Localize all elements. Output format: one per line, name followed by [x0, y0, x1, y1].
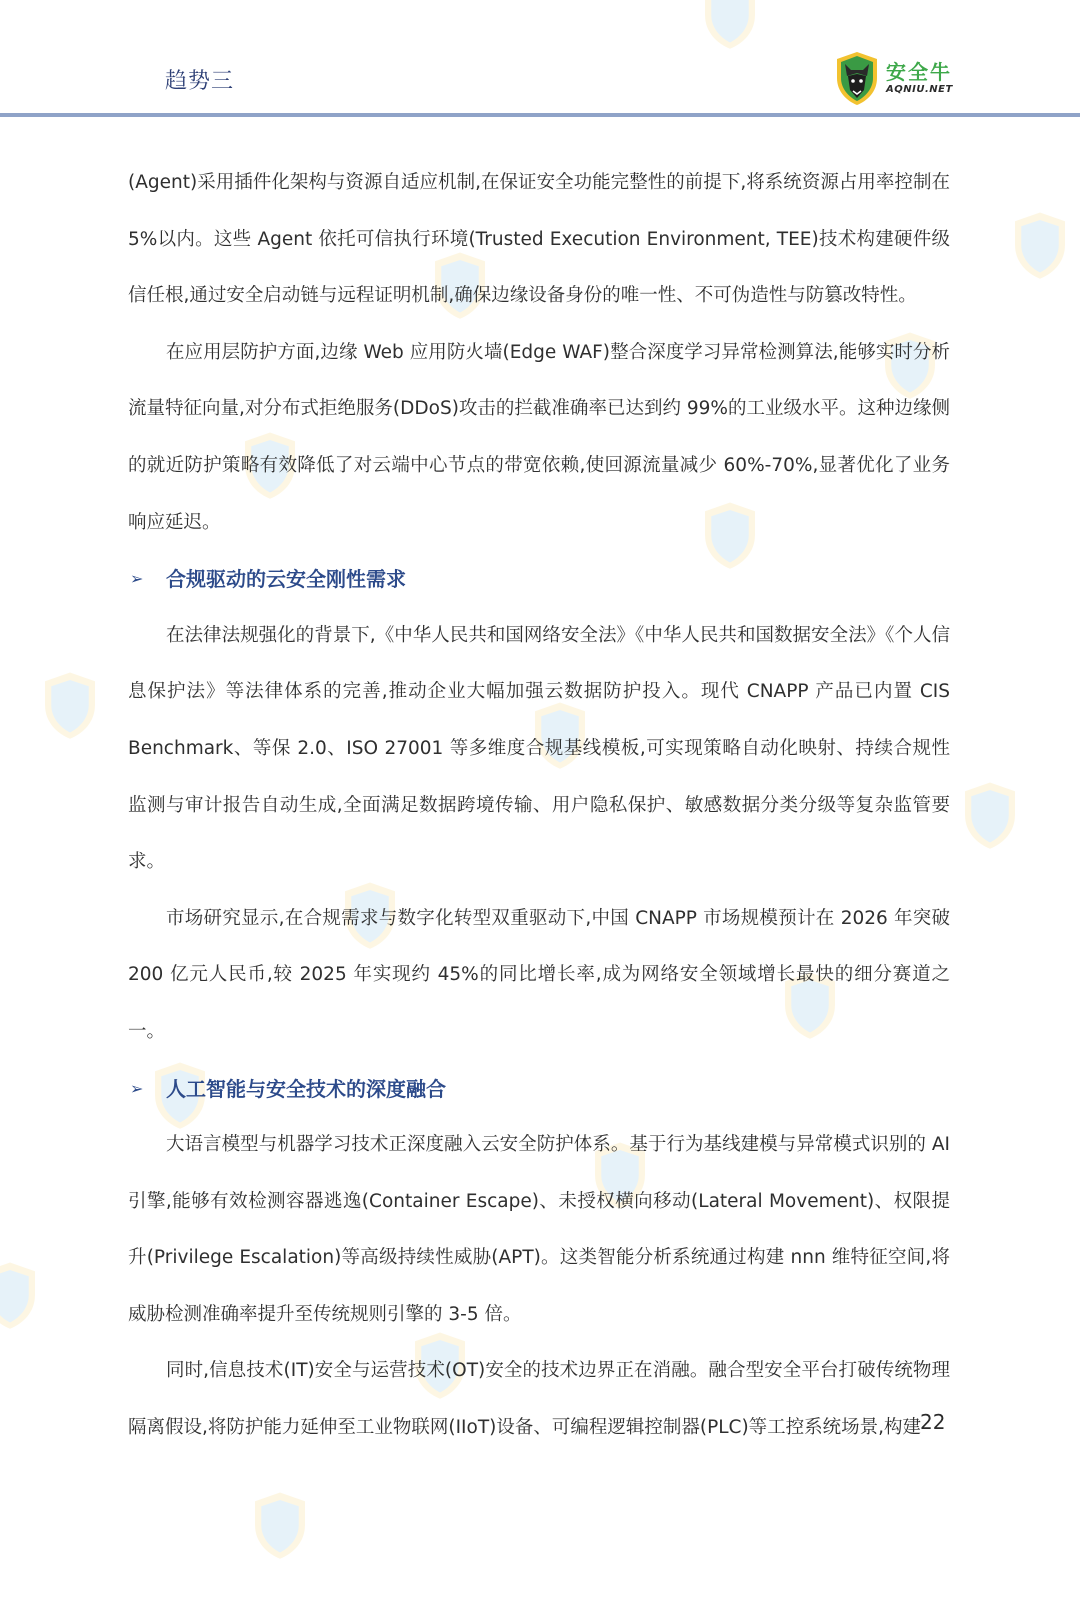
arrow-bullet-icon: ➢ — [130, 1078, 144, 1098]
logo-chinese-text: 安全牛 — [886, 60, 952, 84]
watermark-shield-icon — [250, 1490, 310, 1560]
paragraph: (Agent)采用插件化架构与资源自适应机制,在保证安全功能完整性的前提下,将系统资源占用率控制在 5%以内。这些 Agent 依托可信执行环境(Trusted Execution Environment, TEE)技术构建硬件级信任根,通过安全启动链与远程证明机制,确保边缘设备身份的唯一性、不可伪造性与防篡改特性。 — [128, 172, 950, 307]
page-number: 22 — [920, 1410, 946, 1434]
arrow-bullet-icon: ➢ — [130, 569, 144, 589]
aqniu-logo — [834, 50, 954, 106]
paragraph: 大语言模型与机器学习技术正深度融入云安全防护体系。基于行为基线建模与异常模式识别的 AI 引擎,能够有效检测容器逃逸(Container Escape)、未授权横向移动(Lateral Movement)、权限提升(Privilege Escalation)等高级持续性威胁(APT)。这类智能分析系统通过构建 nnn 维特征空间,将威胁检测准确率提升至传统规则引擎的 3-5 倍。 — [128, 1134, 950, 1325]
document-body — [128, 155, 950, 1457]
logo-english-text: AQNIU.NET — [886, 84, 953, 95]
bull-shield-icon — [834, 50, 880, 106]
header-divider — [0, 113, 1080, 117]
paragraph: 同时,信息技术(IT)安全与运营技术(OT)安全的技术边界正在消融。融合型安全平台打破传统物理隔离假设,将防护能力延伸至工业物联网(IIoT)设备、可编程逻辑控制器(PLC)等工控系统场景,构建 — [128, 1360, 950, 1439]
watermark — [960, 780, 1050, 900]
paragraph: 市场研究显示,在合规需求与数字化转型双重驱动下,中国 CNAPP 市场规模预计在 2026 年突破 200 亿元人民币,较 2025 年实现约 45%的同比增长率,成为网络安全领域增长最快的细分赛道之一。 — [128, 907, 950, 1042]
section-heading — [128, 551, 950, 608]
page-header — [0, 0, 1080, 118]
watermark-shield-icon — [1010, 210, 1070, 280]
watermark-shield-icon — [40, 670, 100, 740]
section-heading-text: 人工智能与安全技术的深度融合 — [166, 1076, 446, 1101]
paragraph: 在应用层防护方面,边缘 Web 应用防火墙(Edge WAF)整合深度学习异常检测算法,能够实时分析流量特征向量,对分布式拒绝服务(DDoS)攻击的拦截准确率已达到约 99%的工业级水平。这种边缘侧的就近防护策略有效降低了对云端中心节点的带宽依赖,使回源流量减少 60%-70%,显著优化了业务响应延迟。 — [128, 341, 950, 533]
watermark — [40, 670, 130, 790]
section-label: 趋势三 — [165, 69, 235, 94]
watermark — [1010, 210, 1080, 330]
section-heading-text: 合规驱动的云安全刚性需求 — [166, 567, 406, 592]
section-heading — [128, 1061, 950, 1118]
watermark — [250, 1490, 340, 1610]
watermark — [0, 1260, 70, 1380]
paragraph: 在法律法规强化的背景下,《中华人民共和国网络安全法》《中华人民共和国数据安全法》《个人信息保护法》等法律体系的完善,推动企业大幅加强云数据防护投入。现代 CNAPP 产品已内置 CIS Benchmark、等保 2.0、ISO 27001 等多维度合规基线模板,可实现策略自动化映射、持续合规性监测与审计报告自动生成,全面满足数据跨境传输、用户隐私保护、敏感数据分类分级等复杂监管要求。 — [128, 624, 950, 873]
watermark-shield-icon — [0, 1260, 40, 1330]
watermark-shield-icon — [960, 780, 1020, 850]
